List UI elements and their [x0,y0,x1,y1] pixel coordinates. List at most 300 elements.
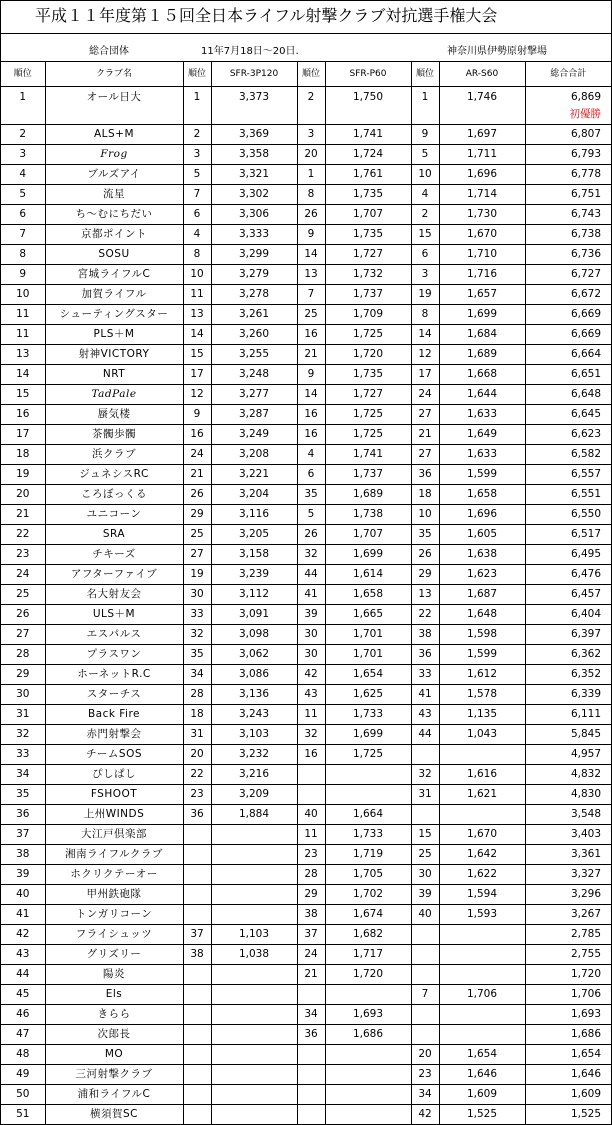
score-ar-cell: 1,594 [439,885,525,905]
table-row [1,765,611,785]
club-name-cell: 京都ポイント [45,225,183,245]
club-name-cell: ブルズアイ [45,165,183,185]
table-row [1,1005,611,1025]
score-3p120-cell: 3,116 [211,505,297,525]
rank-cell: 27 [1,625,45,645]
score-3p120-cell [211,1105,297,1125]
table-row [1,825,611,845]
club-name-cell: MO [45,1045,183,1065]
rank-cell: 18 [1,445,45,465]
score-ar-cell: 1,646 [439,1065,525,1085]
score-p60-cell: 1,707 [325,525,411,545]
total-cell: 1,525 [525,1105,611,1125]
rank-p60-cell: 24 [297,945,325,965]
club-name-cell: 流星 [45,185,183,205]
table-row [1,325,611,345]
rank-3p120-cell: 12 [183,385,211,405]
rank-cell: 15 [1,385,45,405]
score-p60-cell: 1,725 [325,405,411,425]
score-p60-cell: 1,658 [325,585,411,605]
rank-ar-cell: 31 [411,785,439,805]
rank-p60-cell: 9 [297,225,325,245]
total-cell: 6,517 [525,525,611,545]
rank-3p120-cell: 33 [183,605,211,625]
header-sfr-p60: SFR-P60 [325,62,411,87]
rank-cell: 35 [1,785,45,805]
score-p60-cell: 1,725 [325,425,411,445]
score-3p120-cell: 3,369 [211,125,297,145]
rank-ar-cell: 44 [411,725,439,745]
rank-p60-cell: 7 [297,285,325,305]
total-cell: 1,706 [525,985,611,1005]
score-p60-cell: 1,693 [325,1005,411,1025]
total-cell: 6,648 [525,385,611,405]
rank-cell: 44 [1,965,45,985]
total-cell: 6,736 [525,245,611,265]
score-p60-cell: 1,761 [325,165,411,185]
rank-p60-cell: 21 [297,345,325,365]
club-name-cell: SRA [45,525,183,545]
rank-ar-cell: 41 [411,685,439,705]
total-cell: 6,495 [525,545,611,565]
rank-cell: 48 [1,1045,45,1065]
score-p60-cell [325,765,411,785]
rank-cell: 6 [1,205,45,225]
rank-ar-cell: 35 [411,525,439,545]
rank-p60-cell: 25 [297,305,325,325]
score-3p120-cell: 3,249 [211,425,297,445]
rank-ar-cell: 1 [411,87,439,125]
score-p60-cell: 1,733 [325,705,411,725]
club-name-cell: 蜃気楼 [45,405,183,425]
rank-3p120-cell: 19 [183,565,211,585]
score-p60-cell [325,785,411,805]
score-ar-cell: 1,684 [439,325,525,345]
table-row [1,125,611,145]
score-p60-cell: 1,750 [325,87,411,125]
rank-ar-cell: 9 [411,125,439,145]
club-name-cell: シューティングスター [45,305,183,325]
rank-cell: 45 [1,985,45,1005]
club-name-cell: ALS+M [45,125,183,145]
rank-3p120-cell [183,885,211,905]
rank-cell: 9 [1,265,45,285]
rank-ar-cell: 40 [411,905,439,925]
score-p60-cell: 1,735 [325,225,411,245]
table-row [1,1065,611,1085]
rank-ar-cell: 22 [411,605,439,625]
rank-3p120-cell [183,1025,211,1045]
rank-p60-cell: 21 [297,965,325,985]
score-3p120-cell: 3,136 [211,685,297,705]
score-ar-cell: 1,649 [439,425,525,445]
rank-cell: 30 [1,685,45,705]
rank-3p120-cell: 17 [183,365,211,385]
score-p60-cell: 1,614 [325,565,411,585]
table-row [1,1085,611,1105]
score-p60-cell: 1,705 [325,865,411,885]
rank-p60-cell: 32 [297,725,325,745]
total-cell: 6,669 [525,325,611,345]
table-row [1,185,611,205]
score-3p120-cell [211,865,297,885]
rank-3p120-cell: 20 [183,745,211,765]
header-total: 総合合計 [525,62,611,87]
rank-3p120-cell: 37 [183,925,211,945]
rank-3p120-cell [183,1045,211,1065]
score-3p120-cell: 3,278 [211,285,297,305]
table-row [1,605,611,625]
rank-p60-cell: 5 [297,505,325,525]
club-name-cell: Back Fire [45,705,183,725]
rank-ar-cell: 6 [411,245,439,265]
rank-ar-cell: 18 [411,485,439,505]
total-cell: 1,654 [525,1045,611,1065]
total-cell: 6,727 [525,265,611,285]
rank-3p120-cell: 13 [183,305,211,325]
total-cell: 4,832 [525,765,611,785]
club-name-cell: ULS＋M [45,605,183,625]
score-p60-cell: 1,654 [325,665,411,685]
rank-ar-cell [411,1005,439,1025]
rank-cell: 37 [1,825,45,845]
rank-3p120-cell: 15 [183,345,211,365]
rank-p60-cell: 20 [297,145,325,165]
score-ar-cell [439,925,525,945]
total-cell: 6,793 [525,145,611,165]
rank-ar-cell: 42 [411,1105,439,1125]
club-name-cell: ち～むにちだい [45,205,183,225]
rank-ar-cell: 4 [411,185,439,205]
rank-ar-cell: 7 [411,985,439,1005]
total-cell: 3,267 [525,905,611,925]
rank-cell: 36 [1,805,45,825]
score-3p120-cell [211,1025,297,1045]
club-name-cell: ころぼっくる [45,485,183,505]
rank-cell: 26 [1,605,45,625]
rank-ar-cell: 39 [411,885,439,905]
score-3p120-cell: 3,209 [211,785,297,805]
score-3p120-cell: 1,884 [211,805,297,825]
rank-ar-cell [411,1025,439,1045]
score-p60-cell: 1,741 [325,445,411,465]
score-p60-cell [325,985,411,1005]
total-cell: 6,807 [525,125,611,145]
rank-p60-cell [297,1065,325,1085]
score-3p120-cell: 1,038 [211,945,297,965]
rank-3p120-cell [183,1105,211,1125]
score-3p120-cell: 3,091 [211,605,297,625]
rank-cell: 7 [1,225,45,245]
rank-3p120-cell [183,1065,211,1085]
club-name-cell: 宮城ライフルC [45,265,183,285]
club-name-cell: 湘南ライフルクラブ [45,845,183,865]
table-row [1,565,611,585]
total-cell: 6,738 [525,225,611,245]
table-row [1,305,611,325]
score-p60-cell: 1,674 [325,905,411,925]
score-3p120-cell [211,885,297,905]
rank-3p120-cell: 28 [183,685,211,705]
table-row [1,87,611,125]
total-cell: 6,404 [525,605,611,625]
rank-p60-cell: 30 [297,625,325,645]
rank-p60-cell: 16 [297,405,325,425]
table-row [1,345,611,365]
total-cell [525,87,611,125]
rank-3p120-cell: 34 [183,665,211,685]
total-cell: 6,339 [525,685,611,705]
score-ar-cell: 1,658 [439,485,525,505]
score-ar-cell: 1,633 [439,405,525,425]
score-ar-cell: 1,654 [439,1045,525,1065]
club-name-cell: SOSU [45,245,183,265]
total-cell: 1,686 [525,1025,611,1045]
rank-ar-cell: 36 [411,645,439,665]
score-ar-cell: 1,670 [439,225,525,245]
page-title: 平成１１年度第１５回全日本ライフル射撃クラブ対抗選手権大会 [1,1,611,34]
table-row [1,245,611,265]
table-row [1,645,611,665]
rank-ar-cell: 23 [411,1065,439,1085]
score-ar-cell: 1,525 [439,1105,525,1125]
rank-ar-cell: 5 [411,145,439,165]
score-3p120-cell [211,1085,297,1105]
score-p60-cell: 1,701 [325,625,411,645]
rank-cell: 13 [1,345,45,365]
club-name-cell: 茶髑歩髑 [45,425,183,445]
rank-p60-cell [297,765,325,785]
rank-3p120-cell: 10 [183,265,211,285]
score-p60-cell: 1,664 [325,805,411,825]
rank-3p120-cell [183,1085,211,1105]
header-rank-3p120: 順位 [183,62,211,87]
total-cell: 6,111 [525,705,611,725]
club-name-cell: プラスワン [45,645,183,665]
rank-ar-cell: 43 [411,705,439,725]
score-p60-cell: 1,665 [325,605,411,625]
score-3p120-cell [211,1045,297,1065]
score-ar-cell: 1,730 [439,205,525,225]
rank-ar-cell: 3 [411,265,439,285]
rank-p60-cell: 13 [297,265,325,285]
rank-cell: 43 [1,945,45,965]
rank-3p120-cell: 25 [183,525,211,545]
score-ar-cell: 1,714 [439,185,525,205]
rank-cell: 10 [1,285,45,305]
club-name-cell: きらら [45,1005,183,1025]
rank-ar-cell: 36 [411,465,439,485]
rank-cell: 8 [1,245,45,265]
club-name-cell: FSHOOT [45,785,183,805]
score-p60-cell: 1,724 [325,145,411,165]
rank-cell: 21 [1,505,45,525]
rank-p60-cell [297,1085,325,1105]
rank-p60-cell: 44 [297,565,325,585]
rank-cell: 51 [1,1105,45,1125]
score-p60-cell: 1,717 [325,945,411,965]
score-3p120-cell: 3,302 [211,185,297,205]
category-label: 総合団体 [89,46,129,57]
rank-3p120-cell [183,965,211,985]
club-name-cell: オール日大 [45,87,183,125]
rank-3p120-cell: 2 [183,125,211,145]
total-cell: 3,548 [525,805,611,825]
rank-cell: 34 [1,765,45,785]
score-p60-cell [325,1065,411,1085]
rank-ar-cell: 34 [411,1085,439,1105]
score-3p120-cell: 3,260 [211,325,297,345]
total-cell: 5,845 [525,725,611,745]
table-row [1,625,611,645]
score-3p120-cell [211,825,297,845]
rank-p60-cell: 4 [297,445,325,465]
rank-p60-cell: 16 [297,745,325,765]
table-row [1,685,611,705]
club-name-cell: 名大射友会 [45,585,183,605]
score-3p120-cell: 3,098 [211,625,297,645]
score-3p120-cell [211,985,297,1005]
total-cell: 6,362 [525,645,611,665]
rank-ar-cell: 8 [411,305,439,325]
rank-3p120-cell: 35 [183,645,211,665]
score-ar-cell [439,805,525,825]
rank-ar-cell: 38 [411,625,439,645]
club-name-cell: PLS＋M [45,325,183,345]
score-ar-cell: 1,638 [439,545,525,565]
total-cell: 6,669 [525,305,611,325]
score-p60-cell: 1,701 [325,645,411,665]
score-ar-cell [439,965,525,985]
rank-cell: 25 [1,585,45,605]
rank-p60-cell: 35 [297,485,325,505]
total-cell: 3,403 [525,825,611,845]
rank-3p120-cell: 18 [183,705,211,725]
score-p60-cell: 1,738 [325,505,411,525]
table-row [1,425,611,445]
rank-3p120-cell: 31 [183,725,211,745]
score-p60-cell: 1,725 [325,745,411,765]
total-cell: 6,476 [525,565,611,585]
score-ar-cell: 1,135 [439,705,525,725]
rank-3p120-cell: 11 [183,285,211,305]
rank-3p120-cell: 6 [183,205,211,225]
rank-cell: 29 [1,665,45,685]
rank-3p120-cell: 1 [183,87,211,125]
rank-cell: 1 [1,87,45,125]
table-row [1,925,611,945]
rank-p60-cell: 6 [297,465,325,485]
rank-3p120-cell [183,865,211,885]
score-3p120-cell: 3,333 [211,225,297,245]
score-3p120-cell: 3,287 [211,405,297,425]
club-name-cell: Frog [45,145,183,165]
rank-cell: 31 [1,705,45,725]
score-ar-cell: 1,616 [439,765,525,785]
rank-ar-cell: 15 [411,225,439,245]
club-name-cell: ユニコーン [45,505,183,525]
score-ar-cell: 1,657 [439,285,525,305]
club-name-cell: チームSOS [45,745,183,765]
rank-cell: 40 [1,885,45,905]
score-ar-cell: 1,648 [439,605,525,625]
rank-p60-cell: 1 [297,165,325,185]
score-ar-cell: 1,623 [439,565,525,585]
table-row [1,945,611,965]
score-p60-cell: 1,732 [325,265,411,285]
total-cell: 1,609 [525,1085,611,1105]
rank-ar-cell: 13 [411,585,439,605]
rank-3p120-cell: 5 [183,165,211,185]
rank-cell: 17 [1,425,45,445]
table-row [1,285,611,305]
rank-3p120-cell: 29 [183,505,211,525]
total-cell: 6,778 [525,165,611,185]
total-cell: 6,645 [525,405,611,425]
score-ar-cell [439,1005,525,1025]
score-3p120-cell: 3,299 [211,245,297,265]
rank-3p120-cell: 23 [183,785,211,805]
score-p60-cell: 1,682 [325,925,411,945]
rank-ar-cell [411,925,439,945]
total-cell: 4,957 [525,745,611,765]
rank-cell: 16 [1,405,45,425]
rank-cell: 46 [1,1005,45,1025]
club-name-cell: 浜クラブ [45,445,183,465]
rank-cell: 28 [1,645,45,665]
rank-3p120-cell [183,825,211,845]
score-3p120-cell: 3,086 [211,665,297,685]
score-p60-cell [325,1085,411,1105]
rank-ar-cell: 21 [411,425,439,445]
score-3p120-cell: 3,321 [211,165,297,185]
score-ar-cell: 1,599 [439,465,525,485]
score-ar-cell: 1,697 [439,125,525,145]
rank-ar-cell: 24 [411,385,439,405]
table-row [1,465,611,485]
score-ar-cell: 1,668 [439,365,525,385]
rank-p60-cell: 14 [297,385,325,405]
rank-3p120-cell: 7 [183,185,211,205]
rank-cell: 2 [1,125,45,145]
rank-cell: 42 [1,925,45,945]
rank-p60-cell: 43 [297,685,325,705]
table-row [1,505,611,525]
rank-p60-cell: 11 [297,825,325,845]
score-p60-cell: 1,720 [325,965,411,985]
score-p60-cell: 1,741 [325,125,411,145]
header-rank-ar: 順位 [411,62,439,87]
club-name-cell: 加賀ライフル [45,285,183,305]
club-name-cell: ぴしぱし [45,765,183,785]
total-cell: 6,457 [525,585,611,605]
rank-ar-cell: 10 [411,505,439,525]
table-row [1,1025,611,1045]
rank-p60-cell: 32 [297,545,325,565]
score-ar-cell: 1,598 [439,625,525,645]
club-name-cell: チキーズ [45,545,183,565]
table-row [1,705,611,725]
club-name-cell: 甲州鉄砲隊 [45,885,183,905]
table-row [1,725,611,745]
rank-3p120-cell: 3 [183,145,211,165]
rank-p60-cell: 8 [297,185,325,205]
total-cell: 6,623 [525,425,611,445]
rank-p60-cell: 30 [297,645,325,665]
score-p60-cell: 1,709 [325,305,411,325]
rank-3p120-cell: 27 [183,545,211,565]
rank-cell: 20 [1,485,45,505]
